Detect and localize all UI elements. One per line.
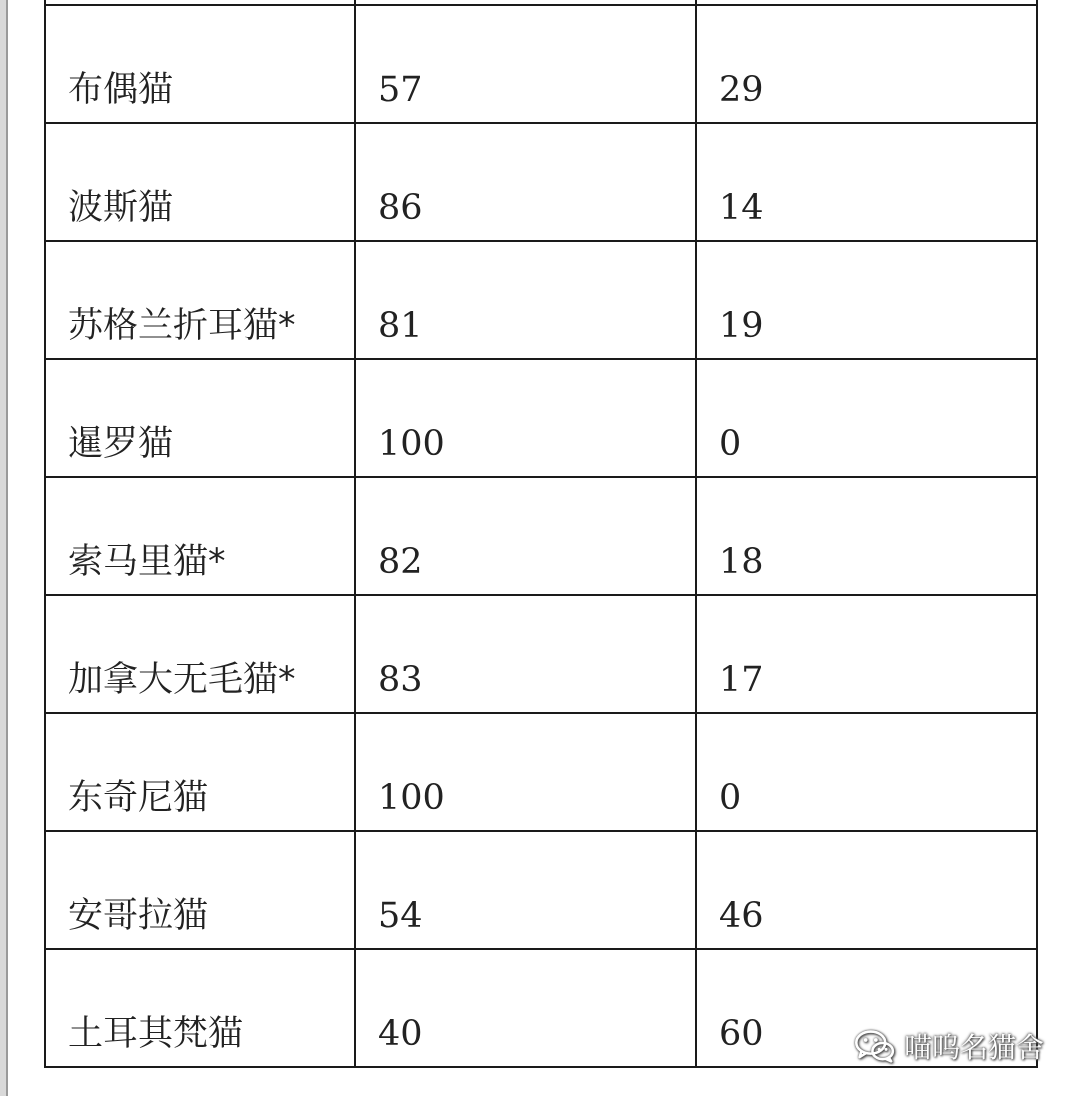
breed-cell: 布偶猫 [45,5,355,123]
value-cell: 19 [696,241,1037,359]
value-cell: 82 [355,477,696,595]
page-edge-line [6,0,8,1096]
breed-cell: 东奇尼猫 [45,713,355,831]
value-cell: 18 [696,477,1037,595]
breed-cell: 苏格兰折耳猫* [45,241,355,359]
value-cell: 0 [696,359,1037,477]
value-cell: 17 [696,595,1037,713]
value-cell: 60 [696,949,1037,1067]
value-cell: 54 [355,831,696,949]
table-row [45,359,1037,477]
table-row [45,477,1037,595]
value-cell: 0 [696,713,1037,831]
table-row [45,241,1037,359]
value-cell: 40 [355,949,696,1067]
watermark [854,1026,1044,1066]
value-cell: 14 [696,123,1037,241]
table-row [45,713,1037,831]
value-cell: 57 [355,5,696,123]
value-cell: 81 [355,241,696,359]
breed-table [44,0,1038,1068]
value-cell: 100 [355,359,696,477]
breed-cell: 波斯猫 [45,123,355,241]
value-cell: 29 [696,5,1037,123]
table-row [45,5,1037,123]
breed-cell: 加拿大无毛猫* [45,595,355,713]
table-row [45,123,1037,241]
breed-cell: 安哥拉猫 [45,831,355,949]
breed-cell: 索马里猫* [45,477,355,595]
wechat-icon [854,1029,896,1063]
table-row [45,831,1037,949]
table-row [45,595,1037,713]
breed-cell: 暹罗猫 [45,359,355,477]
value-cell: 100 [355,713,696,831]
breed-cell: 土耳其梵猫 [45,949,355,1067]
watermark-text: 喵呜名猫舍 [903,1031,1044,1064]
value-cell: 83 [355,595,696,713]
value-cell: 46 [696,831,1037,949]
value-cell: 86 [355,123,696,241]
